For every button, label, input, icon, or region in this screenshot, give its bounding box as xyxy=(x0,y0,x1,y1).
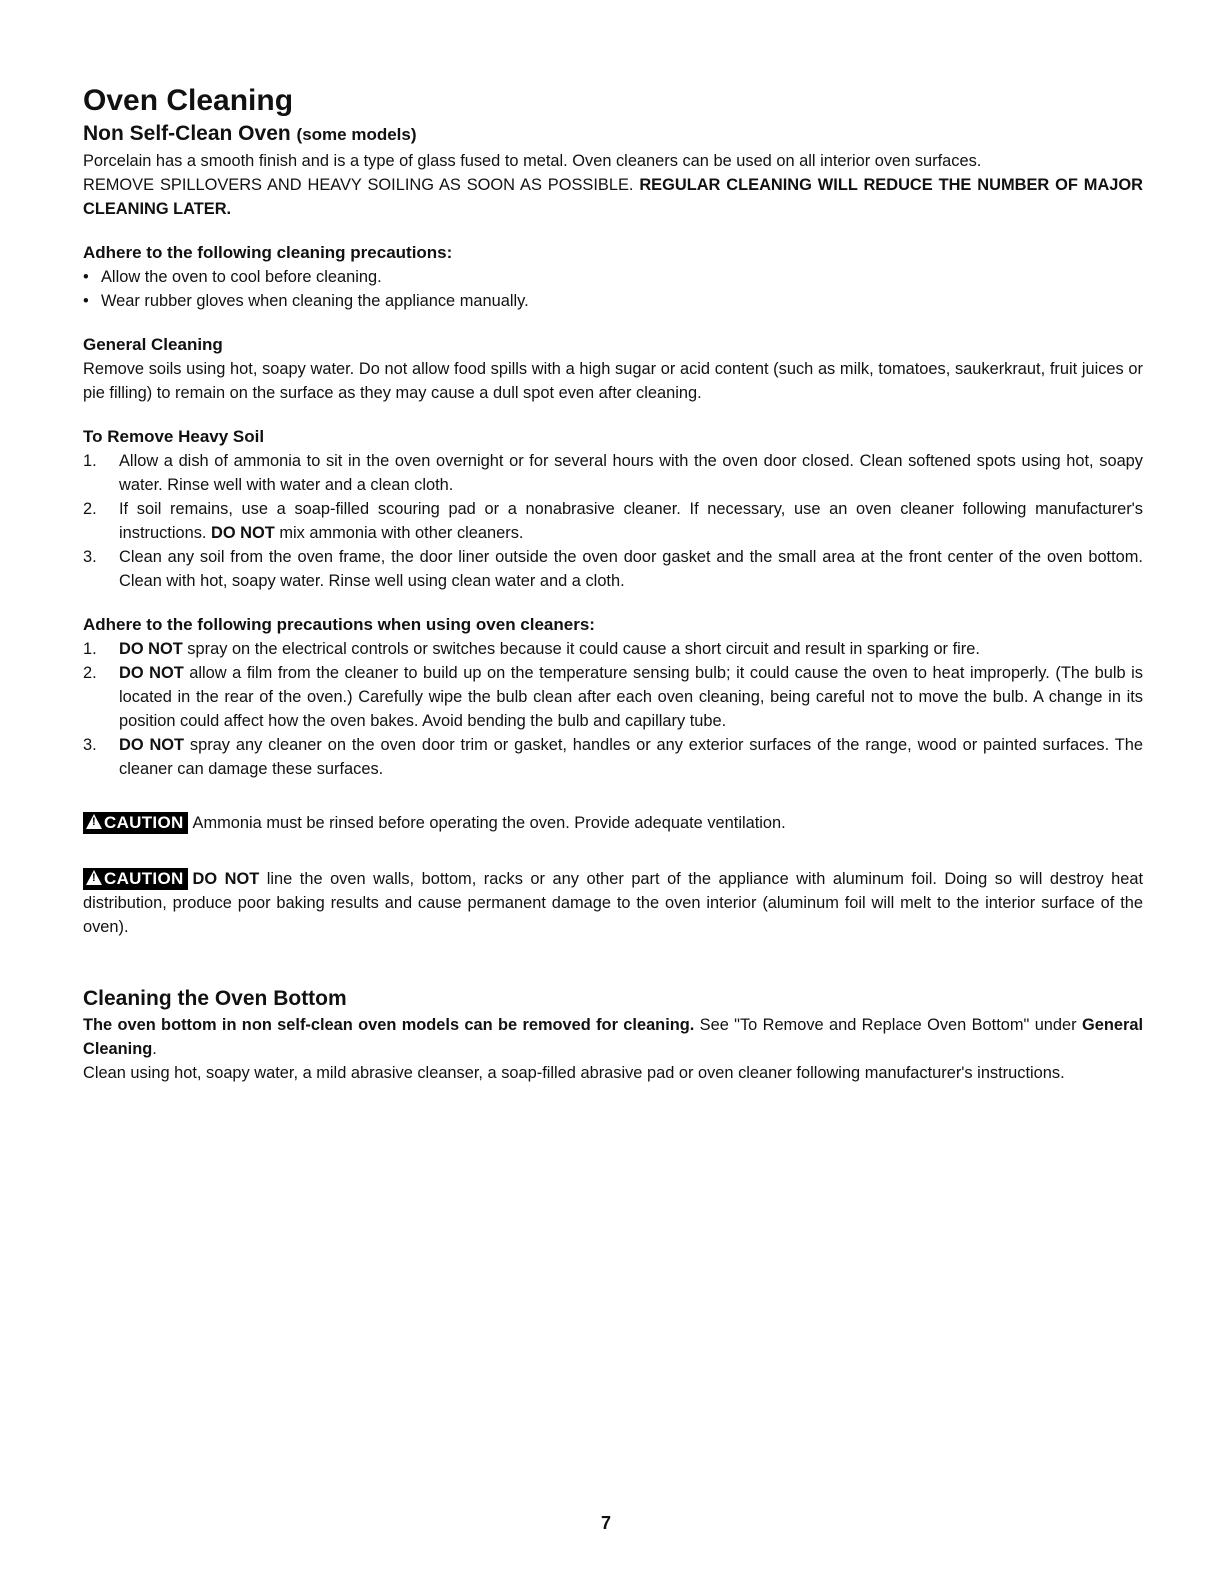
porcelain-paragraph: Porcelain has a smooth finish and is a type of glass fused to metal. Oven cleaners can be used on all interior oven surfaces. xyxy=(83,152,982,170)
do-not-label: DO NOT xyxy=(192,870,260,888)
caution-text: line the oven walls, bottom, racks or any other part of the appliance with aluminum foil. Doing so will destroy heat distribution, produce poor baking results and cause permanent damage to the oven interior (aluminum foil will melt to the interior surface of the oven). xyxy=(83,870,1144,936)
general-cleaning-ref: General Cleaning xyxy=(83,1016,1143,1058)
caution-aluminum-foil xyxy=(83,867,1143,939)
item-number: 1. xyxy=(83,452,97,470)
list-item: • Wear rubber gloves when cleaning the appliance manually. xyxy=(83,289,1143,313)
caution-label: CAUTION xyxy=(104,869,184,888)
see-end: . xyxy=(152,1040,157,1058)
regular-cleaning-text: REGULAR CLEANING WILL REDUCE THE NUMBER OF MAJOR CLEANING LATER. xyxy=(83,176,1143,218)
heavy-soil-list xyxy=(83,449,1143,593)
list-item xyxy=(83,545,1143,593)
item-text: Allow a dish of ammonia to sit in the oven overnight or for several hours with the oven door closed. Clean softened spots using hot, soapy water. Rinse well with water and a clean cloth. xyxy=(119,452,1143,494)
item-text: spray on the electrical controls or switches because it could cause a short circuit and result in sparking or fire. xyxy=(182,640,980,658)
precautions-list xyxy=(83,265,1143,313)
list-item: • Allow the oven to cool before cleaning. xyxy=(83,265,1143,289)
item-text: If soil remains, use a soap-filled scouring pad or a nonabrasive cleaner. If necessary, use an oven cleaner following manufacturer's instructions. xyxy=(119,500,1143,542)
precautions-heading: Adhere to the following cleaning precautions: xyxy=(83,243,453,262)
item-number: 2. xyxy=(83,500,97,518)
general-cleaning-heading: General Cleaning xyxy=(83,335,223,354)
do-not-label: DO NOT xyxy=(119,664,184,682)
item-number: 2. xyxy=(83,664,97,682)
do-not-label: DO NOT xyxy=(119,736,185,754)
item-number: 1. xyxy=(83,640,97,658)
list-item xyxy=(83,449,1143,497)
do-not-label: DO NOT xyxy=(119,640,183,658)
list-item xyxy=(83,497,1143,545)
heavy-soil-heading: To Remove Heavy Soil xyxy=(83,427,265,446)
general-cleaning-text: Remove soils using hot, soapy water. Do not allow food spills with a high sugar or acid content (such as milk, tomatoes, saukerkraut, fruit juices or pie filling) to remain on the surface as they may cause a dull spot even after cleaning. xyxy=(83,360,1143,402)
oven-cleaners-list xyxy=(83,637,1143,781)
item-number: 3. xyxy=(83,548,97,566)
section-heading-oven-bottom: Cleaning the Oven Bottom xyxy=(83,987,347,1010)
item-text-end: mix ammonia with other cleaners. xyxy=(274,524,524,542)
list-item xyxy=(83,637,1143,661)
heading-text: Non Self-Clean Oven xyxy=(83,122,291,145)
list-item xyxy=(83,733,1143,781)
caution-badge xyxy=(83,812,188,834)
page-title: Oven Cleaning xyxy=(83,84,294,117)
removal-lead: The oven bottom in non self-clean oven models can be removed for cleaning. xyxy=(83,1016,695,1034)
warning-triangle-icon xyxy=(86,814,102,829)
oven-cleaners-heading: Adhere to the following precautions when using oven cleaners: xyxy=(83,615,595,634)
warning-triangle-icon xyxy=(86,870,102,885)
caution-badge xyxy=(83,868,188,890)
spillover-text: REMOVE SPILLOVERS AND HEAVY SOILING AS SOON AS POSSIBLE. xyxy=(83,176,640,194)
caution-text: Ammonia must be rinsed before operating the oven. Provide adequate ventilation. xyxy=(192,814,786,832)
do-not-label: DO NOT xyxy=(211,524,275,542)
list-item xyxy=(83,661,1143,733)
caution-ammonia xyxy=(83,811,1143,835)
section-heading-non-self-clean xyxy=(83,120,1143,149)
see-text: See "To Remove and Replace Oven Bottom" under xyxy=(694,1016,1082,1034)
caution-label: CAUTION xyxy=(104,813,184,832)
item-text: allow a film from the cleaner to build up on the temperature sensing bulb; it could cause the oven to heat improperly. (The bulb is located in the rear of the oven.) Carefully wipe the bulb clean after each oven cleaning, being careful not to move the bulb. A change in its position could affect how the oven bakes. Avoid bending the bulb and capillary tube. xyxy=(119,664,1143,730)
oven-bottom-removal xyxy=(83,1013,1143,1061)
item-text: spray any cleaner on the oven door trim or gasket, handles or any exterior surfaces of the range, wood or painted surfaces. The cleaner can damage these surfaces. xyxy=(119,736,1143,778)
oven-bottom-clean-text: Clean using hot, soapy water, a mild abrasive cleanser, a soap-filled abrasive pad or oven cleaner following manufacturer's instructions. xyxy=(83,1064,1065,1082)
item-number: 3. xyxy=(83,736,97,754)
heading-note: (some models) xyxy=(296,125,417,144)
manual-page xyxy=(83,82,1143,1085)
page-number: 7 xyxy=(600,1513,611,1533)
item-text: Clean any soil from the oven frame, the door liner outside the oven door gasket and the small area at the front center of the oven bottom. Clean with hot, soapy water. Rinse well using clean water and a cloth. xyxy=(119,548,1143,590)
spillover-paragraph xyxy=(83,173,1143,221)
